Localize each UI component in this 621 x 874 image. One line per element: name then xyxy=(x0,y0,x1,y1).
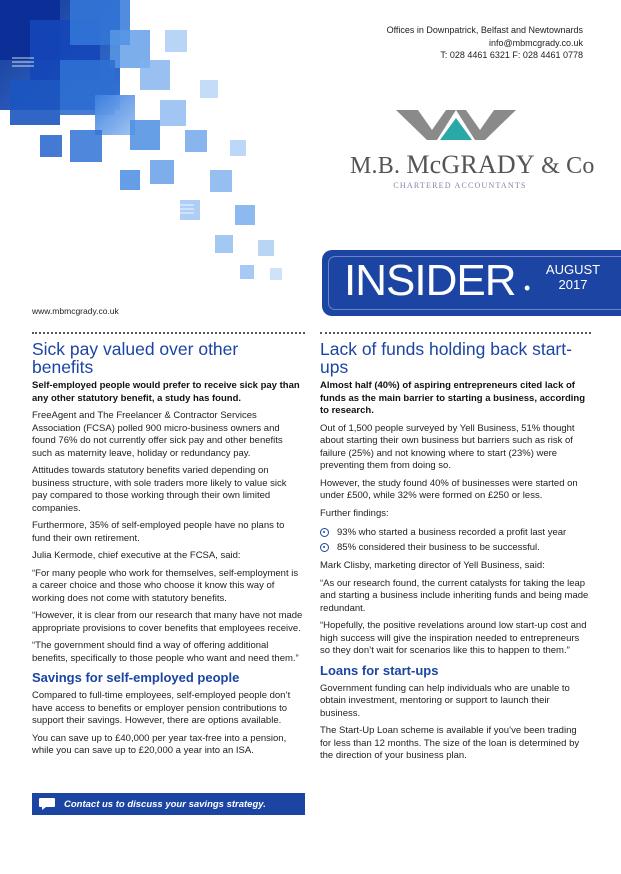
cta-label: Contact us to discuss your savings strategy. xyxy=(64,798,266,810)
bullet-icon xyxy=(320,528,329,537)
article-subheading: Loans for start-ups xyxy=(320,662,439,678)
banner-month: AUGUST xyxy=(545,262,601,277)
divider-right xyxy=(320,332,591,334)
article-paragraph: “For many people who work for themselves, self-employment is a career choice and those who choose it know this way of working does not come with statutory benefits. xyxy=(32,567,299,604)
company-logo-mark xyxy=(396,110,516,144)
offices-text: Offices in Downpatrick, Belfast and Newtownards xyxy=(386,25,583,35)
insider-banner xyxy=(322,250,621,316)
findings-list xyxy=(320,525,590,555)
website-link[interactable]: www.mbmcgrady.co.uk xyxy=(32,306,119,316)
contact-details xyxy=(387,24,583,62)
bullet-icon xyxy=(320,543,329,552)
article-paragraph: However, the study found 40% of businesses were started on under £500, while 32% were formed on £250 or less. xyxy=(320,477,578,501)
article-paragraph: Furthermore, 35% of self-employed people have no plans to fund their own retirement. xyxy=(32,520,285,544)
article-subheading: Savings for self-employed people xyxy=(32,670,240,685)
divider-left xyxy=(32,332,305,334)
article-paragraph: “As our research found, the current catalysts for taking the leap and starting a business include inheriting funds and being made redundant. xyxy=(320,577,589,614)
article-paragraph: Government funding can help individuals who are unable to obtain investment, mentoring or support to launch their business. xyxy=(320,682,570,719)
article-heading: Sick pay valued over other benefits xyxy=(32,339,239,377)
list-item: 85% considered their business to be successful. xyxy=(320,540,590,555)
company-subtitle: CHARTERED ACCOUNTANTS xyxy=(393,181,527,190)
article-heading: Lack of funds holding back start-ups xyxy=(320,339,572,377)
banner-year: 2017 xyxy=(558,277,588,292)
article-paragraph: The Start-Up Loan scheme is available if you’ve been trading for less than 12 months. The size of the loan is determined by the direction of your business plan. xyxy=(320,725,580,761)
company-name: M.B. McGRADY & Co xyxy=(350,150,595,179)
article-paragraph: Mark Clisby, marketing director of Yell Business, said: xyxy=(320,560,545,571)
list-item: 93% who started a business recorded a profit last year xyxy=(320,525,590,540)
article-paragraph: Further findings: xyxy=(320,507,389,519)
article-paragraph: “Hopefully, the positive revelations around low start-up cost and high success will give the inspiration needed to entrepreneurs so they don’t wait for scenarios like this to happen to them.” xyxy=(320,620,587,656)
email-text: info@mbmcgrady.co.uk xyxy=(488,37,583,48)
article-paragraph: “However, it is clear from our research that many have not made appropriate provisions to cover benefits that employees receive. xyxy=(32,610,303,634)
article-paragraph: Julia Kermode, chief executive at the FCSA, said: xyxy=(32,550,241,561)
article-start-ups xyxy=(320,340,590,768)
decorative-cubes-graphic xyxy=(0,0,300,300)
speech-bubble-icon xyxy=(38,797,56,811)
phone-fax-text: T: 028 4461 6321 F: 028 4461 0778 xyxy=(440,50,583,60)
article-lead: Almost half (40%) of aspiring entrepreneurs cited lack of funds as the main barrier to starting a business, according to research. xyxy=(320,380,586,416)
article-paragraph: You can save up to £40,000 per year tax-free into a pension, while you can save up to £20,000 a year into an ISA. xyxy=(32,732,287,756)
article-paragraph: Out of 1,500 people surveyed by Yell Business, 51% thought about starting their own business but barriers such as risk of failure (25%) and not knowing where to start (23%) were preventing them from doing so. xyxy=(320,422,575,471)
article-paragraph: Compared to full-time employees, self-employed people don’t have access to benefits or employer pension contributions to support their savings. However, there are options available. xyxy=(32,690,291,726)
article-paragraph: FreeAgent and The Freelancer & Contractor Services Association (FCSA) polled 900 micro-business owners and found 76% do not currently offer sick pay and other benefits such as maternity leave, holiday or redundancy pay. xyxy=(32,410,283,459)
contact-cta-button[interactable] xyxy=(32,793,305,815)
banner-date xyxy=(542,262,604,292)
banner-title: INSIDER xyxy=(344,256,516,305)
banner-dot: • xyxy=(524,278,531,298)
article-sick-pay xyxy=(32,340,304,763)
article-paragraph: “The government should find a way of offering additional benefits, specifically to those people who want and need them.” xyxy=(32,640,299,664)
article-lead: Self-employed people would prefer to receive sick pay than any other statutory benefit, a study has found. xyxy=(32,380,300,404)
article-paragraph: Attitudes towards statutory benefits varied depending on business structure, with sole traders more likely to value sick pay compared to those working through their own limited companies. xyxy=(32,465,287,514)
